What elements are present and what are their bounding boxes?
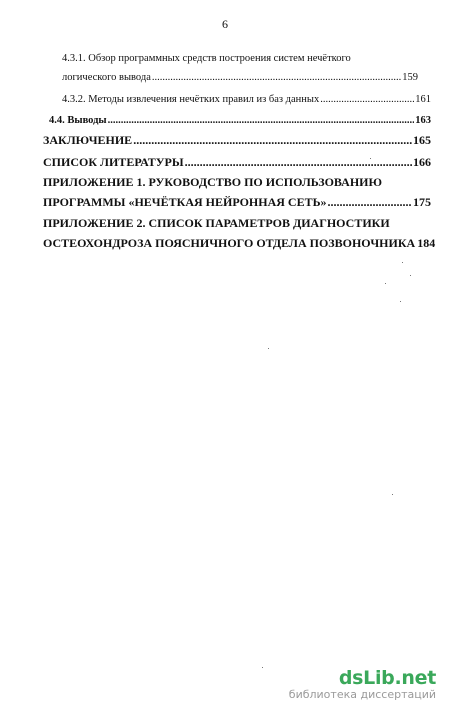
toc-entry-4-3-1-page: 159 (402, 72, 418, 83)
watermark-subtitle: библиотека диссертаций (288, 688, 436, 701)
scan-speck (392, 494, 393, 495)
toc-leader-dots (185, 155, 412, 170)
scan-speck (268, 348, 269, 349)
toc-entry-appendix-2 (43, 236, 436, 251)
toc-entry-4-4-page: 163 (415, 115, 431, 126)
toc-entry-appendix-1 (43, 195, 431, 210)
page-number: 6 (222, 17, 228, 31)
toc-entry-references (43, 155, 431, 170)
toc-appendix-1-line1: ПРИЛОЖЕНИЕ 1. РУКОВОДСТВО ПО ИСПОЛЬЗОВАНИЮ (43, 175, 383, 189)
toc-references-page: 166 (413, 155, 431, 169)
toc-entry-4-3-1 (62, 72, 418, 83)
watermark-logo: dsLib.net (338, 667, 436, 689)
scan-speck (402, 262, 403, 263)
scan-speck (400, 301, 401, 302)
toc-appendix-1-page: 175 (413, 195, 431, 209)
toc-leader-dots (320, 94, 414, 105)
toc-appendix-1-title: ПРОГРАММЫ «НЕЧЁТКАЯ НЕЙРОННАЯ СЕТЬ» (43, 195, 327, 209)
scan-speck (262, 667, 263, 668)
toc-leader-dots (133, 133, 412, 148)
scan-speck (410, 275, 411, 276)
scan-speck (385, 283, 386, 284)
scan-speck (370, 158, 371, 159)
toc-leader-dots (152, 72, 401, 83)
toc-entry-4-3-1-line1: 4.3.1. Обзор программных средств построения систем нечёткого (62, 53, 351, 64)
toc-references-title: СПИСОК ЛИТЕРАТУРЫ (43, 155, 184, 169)
toc-entry-4-3-2-page: 161 (415, 94, 431, 105)
toc-entry-4-3-2 (62, 94, 431, 105)
toc-entry-4-4-title: 4.4. Выводы (49, 115, 107, 126)
toc-leader-dots (108, 115, 415, 126)
toc-appendix-2-page: 184 (417, 236, 436, 250)
toc-entry-4-4 (49, 115, 431, 126)
toc-entry-conclusion (43, 133, 431, 148)
toc-leader-dots (328, 195, 412, 210)
toc-entry-4-3-2-title: 4.3.2. Методы извлечения нечётких правил из баз данных (62, 94, 320, 105)
toc-appendix-2-line1: ПРИЛОЖЕНИЕ 2. СПИСОК ПАРАМЕТРОВ ДИАГНОСТИКИ (43, 216, 390, 230)
toc-entry-4-3-1-title: логического вывода (62, 72, 151, 83)
toc-conclusion-page: 165 (413, 133, 431, 147)
watermark (289, 668, 436, 702)
toc-conclusion-title: ЗАКЛЮЧЕНИЕ (43, 133, 133, 147)
toc-appendix-2-title: ОСТЕОХОНДРОЗА ПОЯСНИЧНОГО ОТДЕЛА ПОЗВОНОЧНИКА (43, 236, 416, 250)
